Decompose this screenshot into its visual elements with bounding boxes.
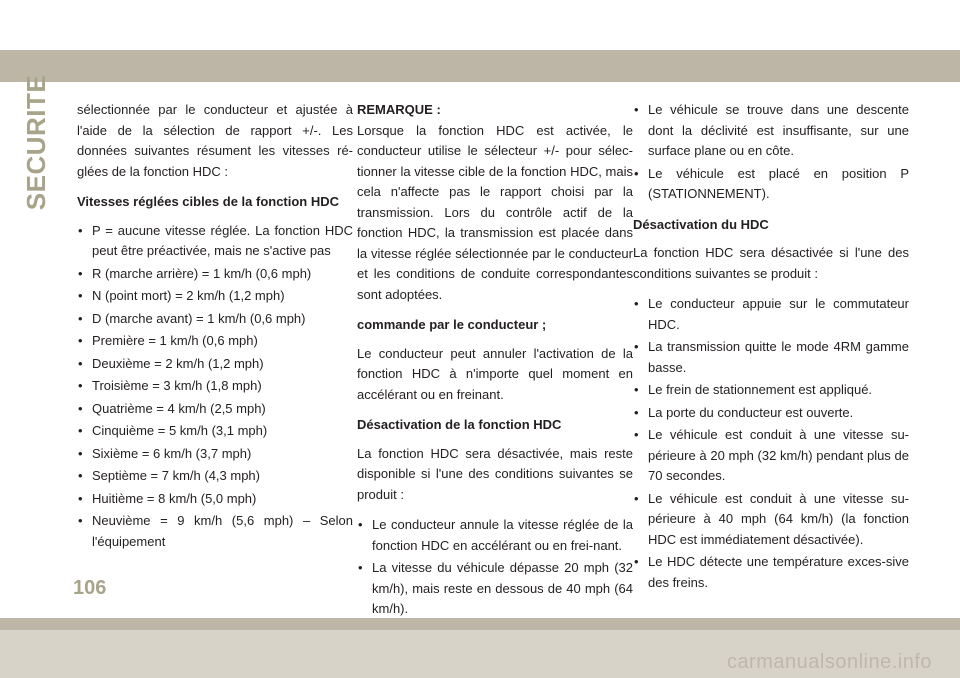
target-speeds-list [77, 221, 353, 553]
list-item: • Première = 1 km/h (0,6 mph) [77, 331, 353, 352]
list-item: • Le véhicule est placé en position P (STATIONNEMENT). [633, 164, 909, 205]
list-item: • R (marche arrière) = 1 km/h (0,6 mph) [77, 264, 353, 285]
continued-conditions-list [633, 100, 909, 205]
list-item: • Neuvième = 9 km/h (5,6 mph) – Selon l'équipement [77, 511, 353, 552]
list-item: • Cinquième = 5 km/h (3,1 mph) [77, 421, 353, 442]
list-item: • Septième = 7 km/h (4,3 mph) [77, 466, 353, 487]
hdc-off-conditions-list [633, 294, 909, 593]
footer-band [0, 618, 960, 630]
column-1 [77, 100, 353, 562]
list-item: • Deuxième = 2 km/h (1,2 mph) [77, 354, 353, 375]
note-heading: REMARQUE : [357, 102, 441, 117]
list-item: • Le frein de stationnement est appliqué. [633, 380, 909, 401]
list-item: • P = aucune vitesse réglée. La fonction HDC peut être préactivée, mais ne s'active pas [77, 221, 353, 262]
deactivation-conditions-list [357, 515, 633, 620]
list-item: • D (marche avant) = 1 km/h (0,6 mph) [77, 309, 353, 330]
hdc-off-heading: Désactivation du HDC [633, 216, 769, 232]
header-band [0, 50, 960, 82]
list-item: • N (point mort) = 2 km/h (1,2 mph) [77, 286, 353, 307]
list-item: • Le conducteur appuie sur le commutateur HDC. [633, 294, 909, 335]
section-title: SECURITE [21, 74, 52, 210]
column-2 [357, 100, 633, 630]
target-speeds-heading: Vitesses réglées cibles de la fonction HDC [77, 194, 340, 209]
list-item: • Troisième = 3 km/h (1,8 mph) [77, 376, 353, 397]
list-item: • Le conducteur annule la vitesse réglée de la fonction HDC en accélérant ou en frei-nant. [357, 515, 633, 556]
page-number: 106 [73, 577, 107, 599]
list-item: • La transmission quitte le mode 4RM gamme basse. [633, 337, 909, 378]
list-item: • Sixième = 6 km/h (3,7 mph) [77, 444, 353, 465]
column-3 [633, 100, 909, 603]
hdc-deactivation-heading: Désactivation de la fonction HDC [357, 417, 562, 432]
driver-control-paragraph: Le conducteur peut annuler l'activation de la fonction HDC à n'importe quel moment en accélérant ou en freinant. [357, 345, 633, 402]
list-item: • Quatrième = 4 km/h (2,5 mph) [77, 399, 353, 420]
note-paragraph: Lorsque la fonction HDC est activée, le conducteur utilise le sélecteur +/- pour sélec-tionner la vitesse cible de la fonction HDC, mais cela n'affecte pas le rapport choisi par la transmission. Lors du contrôle actif de la fonction HDC, la transmission est placée dans la vitesse réglée sélectionnée par le conducteur et les conditions de conduite correspondantes sont adoptées. [357, 122, 633, 302]
watermark-text: carmanualsonline.info [726, 651, 932, 673]
hdc-deactivation-paragraph: La fonction HDC sera désactivée, mais reste disponible si l'une des conditions suivantes se produit : [357, 445, 633, 502]
list-item: • Le véhicule se trouve dans une descente dont la déclivité est insuffisante, sur une surface plane ou en côte. [633, 100, 909, 162]
intro-paragraph: sélectionnée par le conducteur et ajustée à l'aide de la sélection de rapport +/-. Les données suivantes résument les vitesses ré-glées de la fonction HDC : [77, 102, 353, 179]
list-item: • La vitesse du véhicule dépasse 20 mph (32 km/h), mais reste en dessous de 40 mph (64 km/h). [357, 558, 633, 620]
list-item: • Le véhicule est conduit à une vitesse su-périeure à 40 mph (64 km/h) (la fonction HDC est immédiatement désactivée). [633, 489, 909, 551]
list-item: • Le HDC détecte une température exces-sive des freins. [633, 552, 909, 593]
section-tab [20, 74, 54, 210]
list-item: • La porte du conducteur est ouverte. [633, 403, 909, 424]
hdc-off-paragraph: La fonction HDC sera désactivée si l'une des conditions suivantes se produit : [633, 245, 909, 281]
driver-control-heading: commande par le conducteur ; [357, 317, 547, 332]
list-item: • Huitième = 8 km/h (5,0 mph) [77, 489, 353, 510]
list-item: • Le véhicule est conduit à une vitesse su-périeure à 20 mph (32 km/h) pendant plus de 70 secondes. [633, 425, 909, 487]
